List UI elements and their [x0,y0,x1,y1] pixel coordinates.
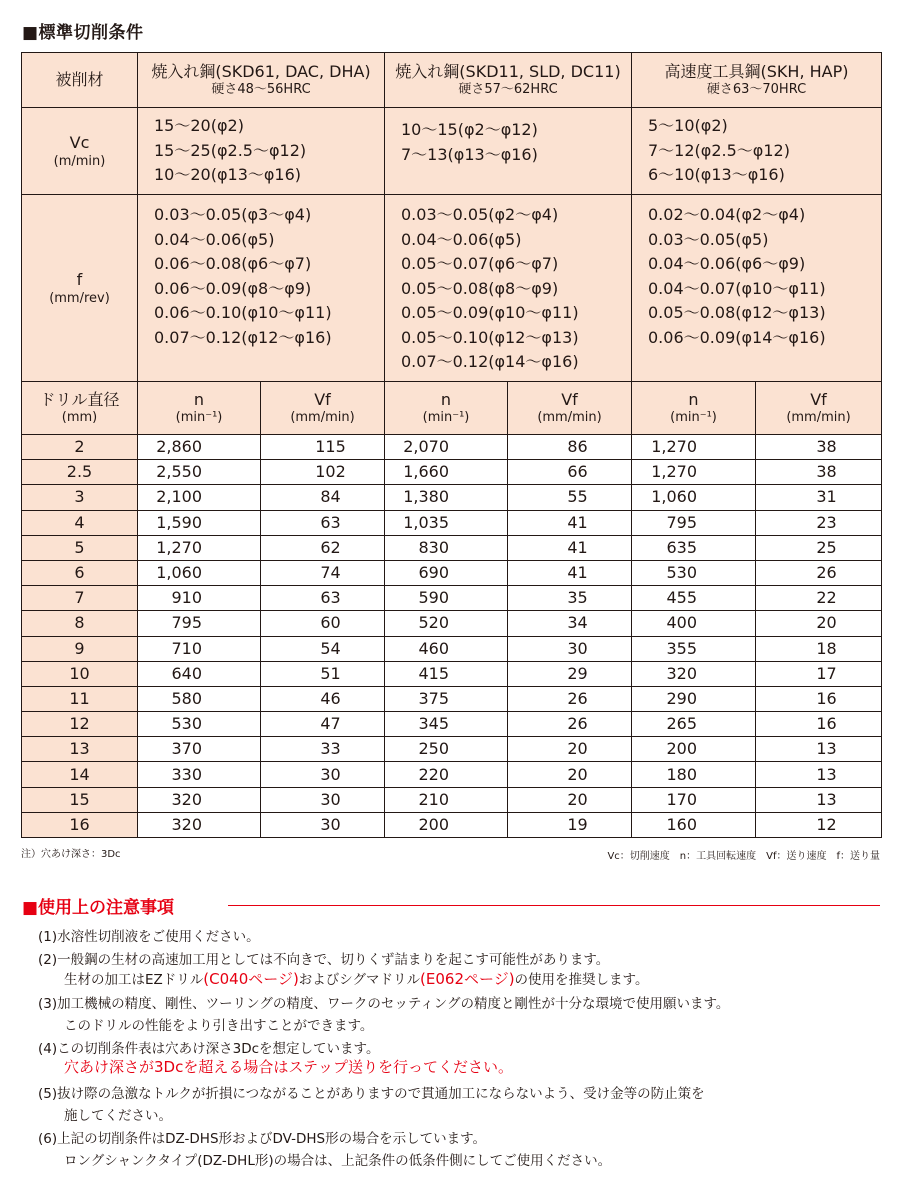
vf-mat3-cell: 16 [756,686,882,711]
vc-row [22,108,882,195]
table-row [22,686,882,711]
f-value: 0.05～0.07(φ6～φ7) [401,254,559,273]
vf-mat2-cell: 41 [508,560,632,585]
n-unit: (min⁻¹) [422,410,470,425]
diameter-cell: 6 [22,560,138,585]
vf-mat1-cell: 30 [261,787,385,812]
n-mat3-cell: 290 [632,686,756,711]
n-mat2-cell: 830 [385,535,508,560]
vf-unit: (mm/min) [290,410,355,425]
caution-item-6: (6)上記の切削条件はDZ-DHS形およびDV-DHS形の場合を示しています。 [38,1131,487,1147]
vf-mat2-cell: 19 [508,812,632,837]
n-mat2-cell: 200 [385,812,508,837]
n-mat1-cell: 2,100 [138,485,261,510]
vf-mat3-cell: 26 [756,560,882,585]
f-value: 0.05～0.09(φ10～φ11) [401,303,579,322]
diameter-cell: 4 [22,510,138,535]
vf-mat3-cell: 20 [756,611,882,636]
table-row [22,812,882,837]
f-value: 0.06～0.08(φ6～φ7) [154,254,312,273]
n-mat2-cell: 460 [385,636,508,661]
vf-mat3-cell: 23 [756,510,882,535]
vf-mat2-cell: 35 [508,586,632,611]
vf-header-1 [261,382,385,435]
n-mat3-cell: 170 [632,787,756,812]
vf-mat3-cell: 18 [756,636,882,661]
vf-unit: (mm/min) [786,410,851,425]
n-mat2-cell: 590 [385,586,508,611]
material-3-name: 高速度工具鋼(SKH, HAP) [664,62,849,81]
n-mat3-cell: 180 [632,762,756,787]
diameter-cell: 15 [22,787,138,812]
f-label: f [76,269,83,289]
n-mat2-cell: 345 [385,712,508,737]
vf-mat1-cell: 54 [261,636,385,661]
n-mat2-cell: 520 [385,611,508,636]
n-mat1-cell: 1,270 [138,535,261,560]
f-value: 0.04～0.06(φ6～φ9) [648,254,806,273]
vf-mat3-cell: 12 [756,812,882,837]
vc-material-1 [138,108,385,195]
vc-label-cell [22,108,138,195]
vc-label: Vc [69,132,90,152]
vf-mat1-cell: 62 [261,535,385,560]
f-value: 0.05～0.08(φ12～φ13) [648,303,826,322]
diameter-cell: 2 [22,435,138,460]
material-row [22,53,882,108]
table-row [22,560,882,585]
f-value: 0.07～0.12(φ14～φ16) [401,352,579,371]
n-mat1-cell: 370 [138,737,261,762]
table-row [22,510,882,535]
vc-unit: (m/min) [53,153,106,169]
caution-item-2-pre: 生材の加工はEZドリル [64,972,204,988]
diameter-cell: 11 [22,686,138,711]
vf-mat2-cell: 30 [508,636,632,661]
vf-mat1-cell: 51 [261,661,385,686]
f-value: 0.06～0.09(φ14～φ16) [648,327,826,347]
table-row [22,611,882,636]
material-3-hardness: 硬さ63～70HRC [706,82,807,97]
vf-mat1-cell: 63 [261,510,385,535]
table-row [22,435,882,460]
table-row [22,787,882,812]
n-mat3-cell: 1,270 [632,435,756,460]
vf-mat2-cell: 86 [508,435,632,460]
vf-mat1-cell: 30 [261,812,385,837]
f-value: 0.03～0.05(φ3～φ4) [154,205,312,224]
n-header-3 [632,382,756,435]
vf-mat2-cell: 41 [508,510,632,535]
f-value: 0.04～0.06(φ5) [401,229,522,249]
caution-divider [228,905,880,906]
n-label: n [440,390,452,409]
vf-unit: (mm/min) [537,410,602,425]
vf-mat1-cell: 30 [261,762,385,787]
f-value: 0.03～0.05(φ2～φ4) [401,205,559,224]
vf-label: Vf [314,390,331,409]
n-mat3-cell: 635 [632,535,756,560]
material-2-hardness: 硬さ57～62HRC [458,82,558,97]
n-header-1 [138,382,261,435]
caution-item-2-post: の使用を推奨します。 [514,972,649,988]
n-mat2-cell: 250 [385,737,508,762]
diameter-cell: 10 [22,661,138,686]
diameter-cell: 8 [22,611,138,636]
vf-mat1-cell: 47 [261,712,385,737]
vf-mat3-cell: 13 [756,737,882,762]
column-header-row [22,382,882,435]
vf-mat3-cell: 13 [756,787,882,812]
n-mat3-cell: 320 [632,661,756,686]
f-label-cell [22,195,138,382]
caution-item-3: (3)加工機械の精度、剛性、ツーリングの精度、ワークのセッティングの精度と剛性が十分な環境で使用願います。 [38,996,730,1012]
diameter-cell: 13 [22,737,138,762]
vf-mat2-cell: 55 [508,485,632,510]
n-unit: (min⁻¹) [670,410,717,425]
caution-item-3-cont: このドリルの性能をより引き出すことができます。 [64,1018,374,1034]
n-mat3-cell: 530 [632,560,756,585]
vc-material-2 [385,108,632,195]
caution-item-5: (5)抜け際の急激なトルクが折損につながることがありますので貫通加工にならないよう、受け金等の防止策を [38,1086,705,1102]
n-mat1-cell: 330 [138,762,261,787]
diameter-cell: 5 [22,535,138,560]
n-mat1-cell: 320 [138,812,261,837]
vf-mat2-cell: 20 [508,737,632,762]
caution-item-1: (1)水溶性切削液をご使用ください。 [38,929,260,945]
n-unit: (min⁻¹) [175,410,223,425]
vf-mat1-cell: 102 [261,460,385,485]
material-1-header [138,53,385,108]
n-mat2-cell: 1,660 [385,460,508,485]
n-mat2-cell: 220 [385,762,508,787]
cutting-conditions-table [21,52,882,838]
vc-value: 6～10(φ13～φ16) [648,165,785,185]
material-1-hardness: 硬さ48～56HRC [211,82,311,97]
f-value: 0.03～0.05(φ5) [648,229,769,249]
f-value: 0.05～0.08(φ8～φ9) [401,278,559,298]
n-mat1-cell: 2,860 [138,435,261,460]
n-mat2-cell: 2,070 [385,435,508,460]
f-row [22,195,882,382]
f-unit: (mm/rev) [49,290,110,306]
material-2-name: 焼入れ鋼(SKD11, SLD, DC11) [395,62,621,81]
depth-note: 注）穴あけ深さ：3Dc [21,849,121,860]
f-material-3 [632,195,882,382]
table-row [22,636,882,661]
table-row [22,712,882,737]
n-mat2-cell: 1,380 [385,485,508,510]
vf-mat3-cell: 16 [756,712,882,737]
diameter-cell: 12 [22,712,138,737]
vc-value: 15～20(φ2) [154,116,244,136]
caution-item-4: (4)この切削条件表は穴あけ深さ3Dcを想定しています。 [38,1041,380,1057]
n-mat1-cell: 320 [138,787,261,812]
caution-item-5-cont: 施してください。 [64,1108,172,1124]
table-row [22,762,882,787]
diameter-cell: 7 [22,586,138,611]
n-mat2-cell: 415 [385,661,508,686]
vc-value: 7～12(φ2.5～φ12) [648,140,790,160]
vf-mat2-cell: 41 [508,535,632,560]
f-value: 0.05～0.10(φ12～φ13) [401,327,579,347]
vf-mat1-cell: 33 [261,737,385,762]
n-mat2-cell: 690 [385,560,508,585]
f-value: 0.04～0.06(φ5) [154,229,275,249]
table-row [22,586,882,611]
legend-note: Vc：切削速度 n：工具回転速度 Vf：送り速度 f：送り量 [607,851,880,862]
diameter-cell: 14 [22,762,138,787]
caution-item-6-cont: ロングシャンクタイプ(DZ-DHL形)の場合は、上記条件の低条件側にしてご使用ください。 [64,1153,612,1169]
n-mat3-cell: 355 [632,636,756,661]
n-mat3-cell: 795 [632,510,756,535]
n-mat1-cell: 580 [138,686,261,711]
table-row [22,535,882,560]
f-value: 0.06～0.10(φ10～φ11) [154,303,332,322]
material-label-cell [22,53,138,108]
f-value: 0.02～0.04(φ2～φ4) [648,205,806,224]
n-mat3-cell: 265 [632,712,756,737]
n-mat1-cell: 1,590 [138,510,261,535]
table-row [22,485,882,510]
vc-value: 7～13(φ13～φ16) [401,144,538,164]
vf-label: Vf [810,390,827,409]
vc-material-3 [632,108,882,195]
f-value: 0.04～0.07(φ10～φ11) [648,278,826,298]
caution-item-4-warning: 穴あけ深さが3Dcを超える場合はステップ送りを行ってください。 [64,1058,514,1076]
n-mat1-cell: 710 [138,636,261,661]
vf-header-3 [756,382,882,435]
vf-header-2 [508,382,632,435]
f-material-2 [385,195,632,382]
n-mat3-cell: 200 [632,737,756,762]
section-title: ■標準切削条件 [22,23,144,43]
caution-item-2-mid: およびシグマドリル [298,972,421,988]
f-value: 0.06～0.09(φ8～φ9) [154,278,312,298]
diameter-unit: (mm) [61,410,98,425]
n-mat2-cell: 1,035 [385,510,508,535]
f-value: 0.07～0.12(φ12～φ16) [154,327,332,347]
vf-mat2-cell: 29 [508,661,632,686]
vc-value: 5～10(φ2) [648,116,728,136]
vf-mat1-cell: 74 [261,560,385,585]
vf-label: Vf [561,390,578,409]
vf-mat3-cell: 17 [756,661,882,686]
page-link-c040[interactable]: (C040ページ) [203,970,299,988]
vf-mat2-cell: 34 [508,611,632,636]
n-mat2-cell: 210 [385,787,508,812]
caution-item-2-cont [64,968,648,989]
n-mat1-cell: 1,060 [138,560,261,585]
diameter-header [22,382,138,435]
vf-mat2-cell: 66 [508,460,632,485]
vc-value: 10～20(φ13～φ16) [154,165,302,185]
vf-mat1-cell: 46 [261,686,385,711]
vf-mat3-cell: 22 [756,586,882,611]
caution-title: ■使用上の注意事項 [22,898,175,918]
n-mat1-cell: 795 [138,611,261,636]
diameter-cell: 9 [22,636,138,661]
vf-mat2-cell: 26 [508,686,632,711]
diameter-label: ドリル直径 [39,390,120,409]
diameter-cell: 2.5 [22,460,138,485]
material-1-name: 焼入れ鋼(SKD61, DAC, DHA) [151,62,371,81]
table-row [22,661,882,686]
n-mat3-cell: 1,060 [632,485,756,510]
n-label: n [193,390,205,409]
vf-mat3-cell: 25 [756,535,882,560]
vf-mat3-cell: 13 [756,762,882,787]
vf-mat1-cell: 60 [261,611,385,636]
vc-value: 10～15(φ2～φ12) [401,120,538,139]
material-label: 被削材 [55,70,104,89]
vf-mat1-cell: 115 [261,435,385,460]
vf-mat3-cell: 38 [756,435,882,460]
n-mat3-cell: 160 [632,812,756,837]
n-mat3-cell: 455 [632,586,756,611]
n-header-2 [385,382,508,435]
vf-mat1-cell: 63 [261,586,385,611]
vf-mat3-cell: 38 [756,460,882,485]
table-row [22,460,882,485]
diameter-cell: 16 [22,812,138,837]
page-link-e062[interactable]: (E062ページ) [420,970,515,988]
vf-mat2-cell: 20 [508,762,632,787]
n-mat3-cell: 1,270 [632,460,756,485]
n-mat1-cell: 2,550 [138,460,261,485]
diameter-cell: 3 [22,485,138,510]
vf-mat3-cell: 31 [756,485,882,510]
vf-mat2-cell: 20 [508,787,632,812]
f-material-1 [138,195,385,382]
vf-mat1-cell: 84 [261,485,385,510]
vc-value: 15～25(φ2.5～φ12) [154,140,307,160]
n-mat1-cell: 530 [138,712,261,737]
n-mat1-cell: 910 [138,586,261,611]
vf-mat2-cell: 26 [508,712,632,737]
n-mat2-cell: 375 [385,686,508,711]
material-3-header [632,53,882,108]
material-2-header [385,53,632,108]
caution-item-2: (2)一般鋼の生材の高速加工用としては不向きで、切りくず詰まりを起こす可能性があります。 [38,952,610,968]
n-mat3-cell: 400 [632,611,756,636]
n-label: n [688,390,699,409]
n-mat1-cell: 640 [138,661,261,686]
table-row [22,737,882,762]
